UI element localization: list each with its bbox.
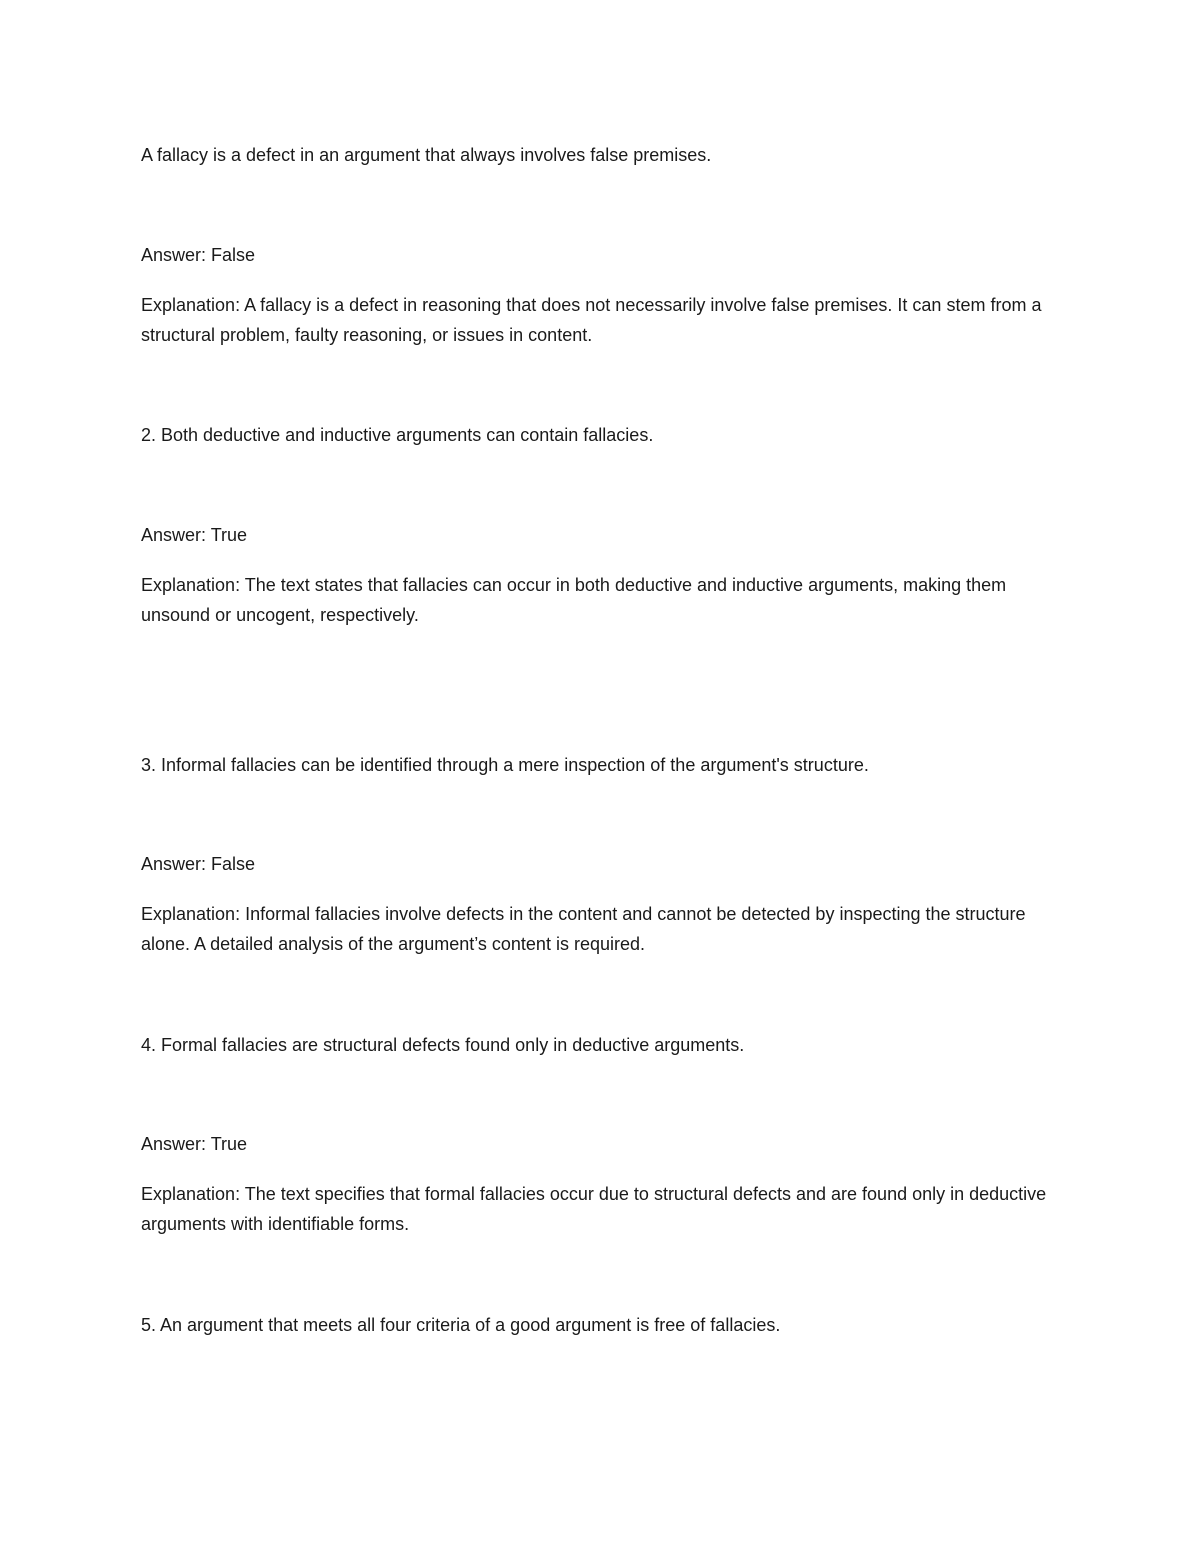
answer-2: Answer: True (141, 525, 248, 545)
question-3: 3. Informal fallacies can be identified through a mere inspection of the argument's structure. (141, 755, 869, 775)
explanation-4: Explanation: The text specifies that formal fallacies occur due to structural defects and are found only in deductive arguments with identifiable forms. (141, 1184, 1047, 1234)
explanation-1: Explanation: A fallacy is a defect in reasoning that does not necessarily involve false premises. It can stem from a structural problem, faulty reasoning, or issues in content. (141, 295, 1042, 345)
answer-4: Answer: True (141, 1134, 248, 1154)
explanation-2: Explanation: The text states that fallacies can occur in both deductive and inductive arguments, making them unsound or uncogent, respectively. (141, 575, 1007, 625)
answer-3: Answer: False (141, 854, 256, 874)
explanation-3: Explanation: Informal fallacies involve defects in the content and cannot be detected by inspecting the structure alone. A detailed analysis of the argument’s content is required. (141, 904, 1026, 954)
question-5: 5. An argument that meets all four criteria of a good argument is free of fallacies. (141, 1315, 781, 1335)
question-2: 2. Both deductive and inductive arguments can contain fallacies. (141, 425, 654, 445)
question-4: 4. Formal fallacies are structural defects found only in deductive arguments. (141, 1035, 745, 1055)
question-1: A fallacy is a defect in an argument that always involves false premises. (141, 145, 712, 165)
answer-1: Answer: False (141, 245, 256, 265)
